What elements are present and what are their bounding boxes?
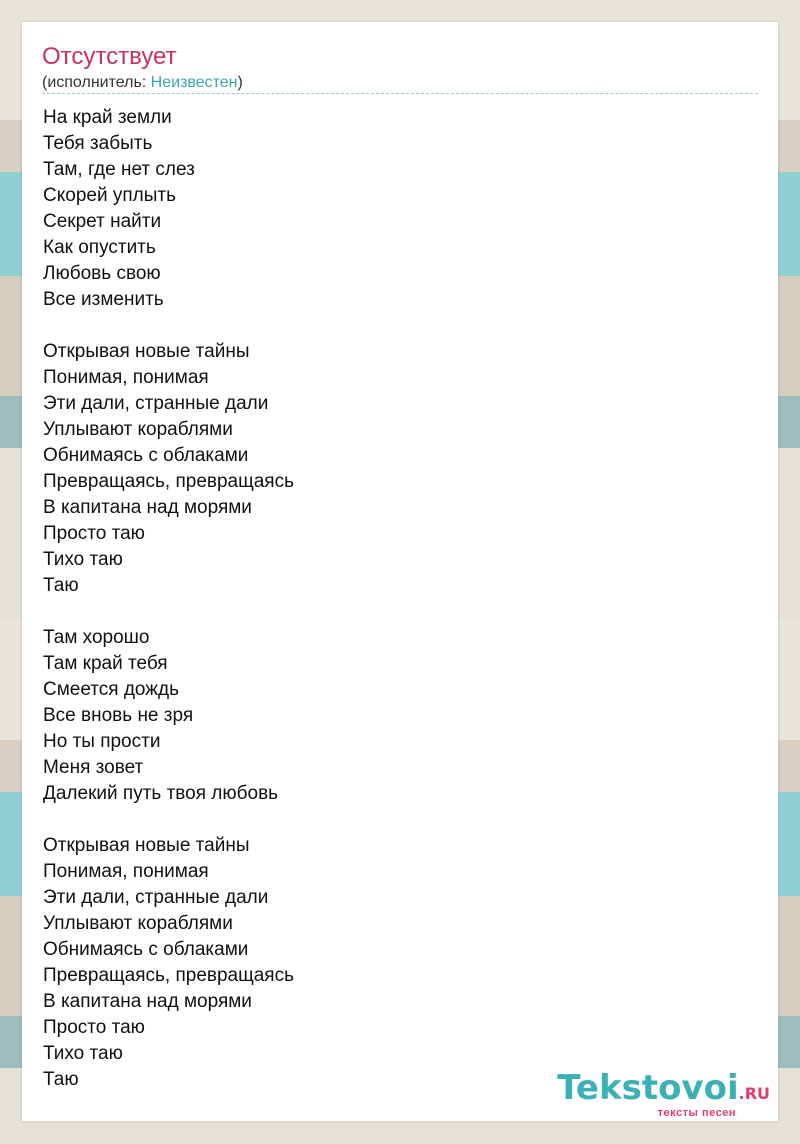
- logo-tagline: тексты песен: [657, 1107, 736, 1119]
- song-title: Отсутствует: [42, 43, 177, 70]
- lyrics-card: [22, 22, 778, 1121]
- lyrics-text: На край земли Тебя забыть Там, где нет слез Скорей уплыть Секрет найти Как опустить Любовь свою Все изменить Открывая новые тайны Понимая, понимая Эти дали, странные дали Уплывают кораблями Обнимаясь с облаками Превращаясь, превращаясь В капитана над морями Просто таю Тихо таю Таю Там хорошо Там край тебя Смеется дождь Все вновь не зря Но ты прости Меня зовет Далекий путь твоя любовь Открывая новые тайны Понимая, понимая Эти дали, странные дали Уплывают кораблями Обнимаясь с облаками Превращаясь, превращаясь В капитана над морями Просто таю Тихо таю Таю: [43, 107, 294, 1090]
- dashed-divider: [42, 93, 758, 94]
- artist-line: [42, 73, 243, 93]
- logo-tld: .RU: [738, 1084, 770, 1103]
- artist-suffix: ): [237, 74, 243, 91]
- artist-link[interactable]: Неизвестен: [150, 74, 238, 91]
- logo-name: Tekstovoi: [557, 1068, 739, 1108]
- artist-prefix: (исполнитель:: [42, 74, 151, 91]
- site-logo[interactable]: [557, 1069, 770, 1119]
